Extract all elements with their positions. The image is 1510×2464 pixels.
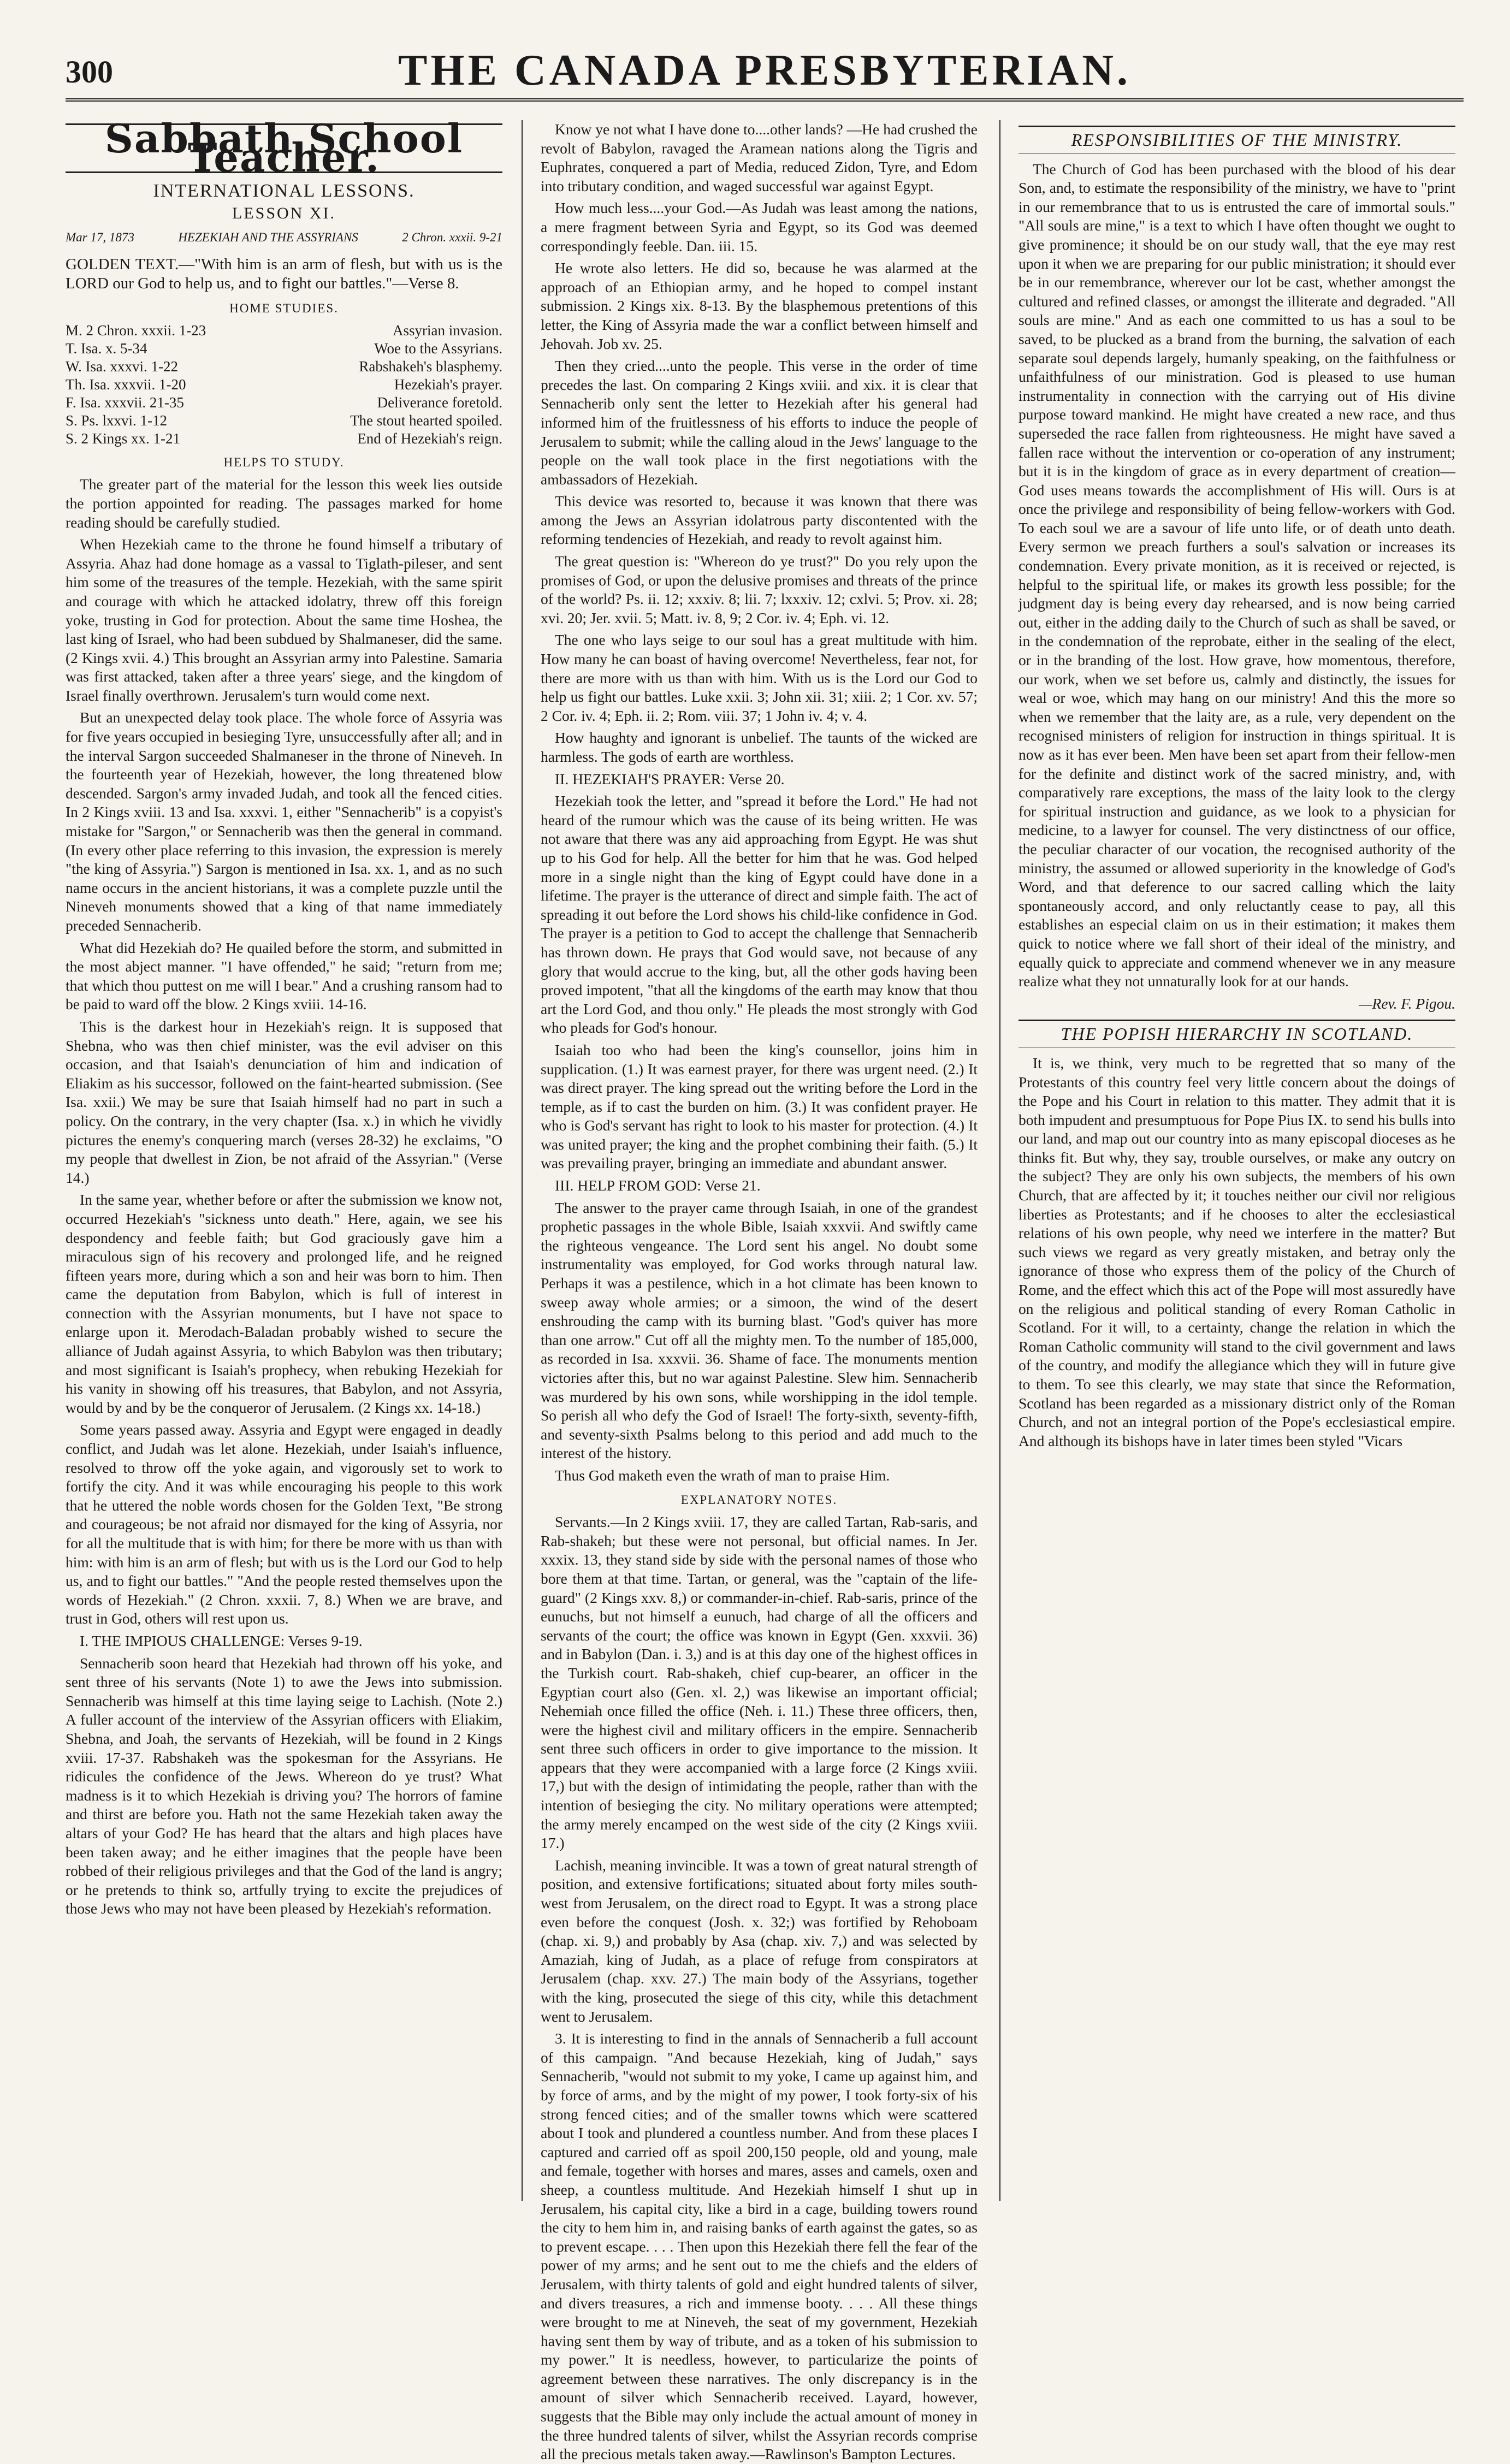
home-study-item <box>66 412 502 430</box>
paragraph: But an unexpected delay took place. The whole force of Assyria was for five years occupied in besieging Tyre, unsuccessfully after all; and in the interval Sargon succeeded Shalmaneser in the throne of Nineveh. In the fourteenth year of Hezekiah, however, the long threatened blow descended. Sargon's army invaded Judah, and took all the fenced cities. In 2 Kings xviii. 13 and Isa. xxxvi. 1, either "Sennacherib" is a copyist's mistake for "Sargon," or Sennacherib was then the general in command. (In every other place referring to this invasion, the expression is merely "the king of Assyria.") Sargon is mentioned in Isa. xx. 1, and as no such name occurs in the ancient historians, it was a complete puzzle until the Nineveh monuments showed that a king of that name immediately preceded Sennacherib. <box>66 709 502 934</box>
column-3 <box>1018 120 1455 2201</box>
golden-text: GOLDEN TEXT.—"With him is an arm of flesh, but with us is the LORD our God to help us, and to fight our battles."—Verse 8. <box>66 255 502 292</box>
paragraph: The great question is: "Whereon do ye trust?" Do you rely upon the promises of God, or upon the delusive promises and threats of the prince of the world? Ps. ii. 12; xxxiv. 8; lii. 7; lxxxiv. 12; cxlvi. 5; Prov. xi. 28; xvi. 20; Jer. xvii. 5; Matt. iv. 8, 9; 2 Cor. iv. 4; Eph. vi. 12. <box>541 553 978 626</box>
lesson-date: Mar 17, 1873 <box>66 230 134 245</box>
paragraph: Know ye not what I have done to....other lands? —He had crushed the revolt of Babylon, ravaged the Aramean nations along the Tigris and Euphrates, conquered a part of Media, reduced Zidon, Tyre, and Edom into tributary condition, and waged successful war against Egypt. <box>541 121 978 194</box>
home-studies-label: HOME STUDIES. <box>229 301 339 316</box>
column-1-body <box>66 475 502 1918</box>
home-study-item <box>66 340 502 358</box>
paragraph: I. THE IMPIOUS CHALLENGE: Verses 9-19. <box>80 1632 363 1649</box>
column-rule <box>522 120 523 2201</box>
column-2 <box>541 120 978 2463</box>
paragraph: This is the darkest hour in Hezekiah's reign. It is supposed that Shebna, who was then chief minister, was the evil adviser on this occasion, and that Isaiah's denunciation of him and indication of Eliakim as his successor, followed on the faint-hearted submission. (See Isa. xxii.) We may be sure that Isaiah himself had no part in such a policy. On the contrary, in the very chapter (Isa. x.) in which he vividly pictures the enemy's conquering march (verses 28-32) he exclaims, "O my people that dwellest in Zion, be not afraid of the Assyrian." (Verse 14.) <box>66 1017 502 1186</box>
lesson-number: LESSON XI. <box>232 204 336 222</box>
page-number: 300 <box>66 54 113 90</box>
article-signature: —Rev. F. Pigou. <box>1359 994 1455 1012</box>
paragraph: In the same year, whether before or after the submission we know not, occurred Hezekiah's "sickness unto death." Here, again, we see his despondency and feeble faith; but God graciously gave him a miraculous sign of his recovery and prolonged life, and he reigned fifteen years more, during which a son and heir was born to him. Then came the deputation from Babylon, which is full of interest in connection with the Assyrian monuments, but I have not space to enlarge upon it. Merodach-Baladan probably wished to secure the alliance of Judah against Assyria, to which Babylon was then tributary; and most significant is Isaiah's prophecy, when rebuking Hezekiah for his vanity in showing off his treasures, that Babylon, and not Assyria, would by and by be the conqueror of Jerusalem. (2 Kings xx. 14-18.) <box>66 1191 502 1416</box>
column-2-body <box>541 120 978 1485</box>
note-paragraph: Servants.—In 2 Kings xviii. 17, they are called Tartan, Rab-saris, and Rab-shakeh; but these were not personal, but official names. In Jer. xxxix. 13, they stand side by side with the personal names of those who bore them at that time. Tartan, or general, was the "captain of the life-guard" (2 Kings xxv. 8,) or commander-in-chief. Rab-saris, prince of the eunuchs, but not himself a eunuch, had charge of all the officers and servants of the court; the office was known in Egypt (Gen. xxxvii. 36) and in Babylon (Dan. i. 3,) and is at this day one of the highest offices in the Turkish court. Rab-shakeh, chief cup-bearer, an officer in the Egyptian court also (Gen. xl. 2,) was likewise an important official; Nehemiah once filled the office (Neh. i. 11.) These three officers, then, were the highest civil and military officers in the empire. Sennacherib sent three such officers in order to give importance to the mission. It appears that they were accompanied with a large force (2 Kings xviii. 17,) but with the design of intimidating the people, rather than with the intention of besieging the city. No military operations were attempted; the army merely encamped on the west side of the city (2 Kings xviii. 17.) <box>541 1513 978 1852</box>
column-1 <box>66 115 502 2201</box>
paragraph: How haughty and ignorant is unbelief. The taunts of the wicked are harmless. The gods of earth are worthless. <box>541 729 978 765</box>
section-title: Sabbath School Teacher. <box>66 123 502 173</box>
home-study-topic: Deliverance foretold. <box>377 394 502 411</box>
paragraph: Then they cried....unto the people. This verse in the order of time precedes the last. On comparing 2 Kings xviii. and xix. it is clear that Sennacherib only sent the letter to Hezekiah after his general had informed him of the fruitlessness of his efforts to induce the people of Jerusalem to submit; while the calling aloud in the Jews' language to the people on the wall took place in the first negotiations with the ambassadors of Hezekiah. <box>541 357 978 488</box>
journal-title: THE CANADA PRESBYTERIAN. <box>398 46 1131 94</box>
paragraph: Some years passed away. Assyria and Egypt were engaged in deadly conflict, and Judah was let alone. Hezekiah, under Isaiah's influence, resolved to throw off the yoke again, and vigorously set to work to fortify the city. And it was while encouraging his people to this work that he uttered the noble words chosen for the Golden Text, "Be strong and courageous; be not afraid nor dismayed for the king of Assyria, nor for all the multitude that is with him; for there be more with us than with him: with him is an arm of flesh; but with us is the Lord our God to help us, and to fight our battles." "And the people rested themselves upon the words of Hezekiah." (2 Chron. xxxii. 7, 8.) When we are brave, and trust in God, others will rest upon us. <box>66 1421 502 1627</box>
home-study-day-ref: M. 2 Chron. xxxii. 1-23 <box>66 322 206 339</box>
home-study-item <box>66 322 502 340</box>
paragraph: When Hezekiah came to the throne he found himself a tributary of Assyria. Ahaz had done homage as a vassal to Tiglath-pileser, and sent him some of the treasures of the temple. Hezekiah, with the same spirit and courage with which he attacked idolatry, threw off this foreign yoke, trusting in God for protection. About the same time Hoshea, the last king of Israel, who had been subdued by Shalmaneser, did the same. (2 Kings xvii. 4.) This brought an Assyrian army into Palestine. Samaria was first attacked, taken after a three years' siege, and the kingdom of Israel finally overthrown. Jerusalem's turn would come next. <box>66 536 502 704</box>
home-study-topic: Woe to the Assyrians. <box>374 340 502 357</box>
helps-label: HELPS TO STUDY. <box>223 455 345 469</box>
columns <box>66 115 1464 2463</box>
paragraph: II. HEZEKIAH'S PRAYER: Verse 20. <box>555 770 785 787</box>
lesson-title: HEZEKIAH AND THE ASSYRIANS <box>178 230 358 245</box>
section-subtitle: INTERNATIONAL LESSONS. <box>153 181 415 202</box>
note-paragraph: Lachish, meaning invincible. It was a town of great natural strength of position, and extensive fortifications; situated about forty miles south-west from Jerusalem, on the direct road to Egypt. It was a strong place even before the conquest (Josh. x. 32;) was fortified by Rehoboam (chap. xi. 9,) and probably by Asa (chap. xiv. 7,) and was selected by Amaziah, king of Judah, as a place of refuge from conspirators at Jerusalem (chap. xxv. 27.) The main body of the Assyrians, together with the king, prosecuted the siege of this city, while this detachment went to Jerusalem. <box>541 1856 978 2025</box>
paragraph: He wrote also letters. He did so, because he was alarmed at the approach of an Ethiopian army, and he hoped to compel instant submission. 2 Kings xix. 8-13. By the blasphemous pretentions of this letter, the King of Assyria made the war a conflict between himself and Jehovah. Job xv. 25. <box>541 259 978 352</box>
home-study-item <box>66 358 502 376</box>
home-study-item <box>66 394 502 412</box>
paragraph: This device was resorted to, because it was known that there was among the Jews an Assyrian idolatrous party discontented with the reforming tendencies of Hezekiah, and ready to revolt against him. <box>541 493 978 548</box>
article-title: RESPONSIBILITIES OF THE MINISTRY. <box>1018 126 1455 153</box>
column-rule <box>999 120 1000 2201</box>
home-study-day-ref: W. Isa. xxxvi. 1-22 <box>66 358 178 375</box>
paragraph: Hezekiah took the letter, and "spread it before the Lord." He had not heard of the rumour which was the cause of its being written. He was not aware that there was any aid approaching from Egypt. He was shut up to his God for help. All the better for him that he was. God helped more in a single night than the king of Egypt could have done in a lifetime. The prayer is the utterance of direct and simple faith. The act of spreading it out before the Lord shows his child-like confidence in God. The prayer is a petition to God to accept the challenge that Sennacherib has thrown down. He prays that God would save, not because of any glory that would accrue to the king, but, all the other gods having been proved impotent, "that all the kingdoms of the earth may know that thou art the Lord God, and thou only." He pleads the most strongly with God who pleads for God's honour. <box>541 792 978 1036</box>
paragraph: How much less....your God.—As Judah was least among the nations, a mere fragment between Syria and Egypt, so its God was deemed correspondingly feeble. Dan. iii. 15. <box>541 199 978 254</box>
home-study-item <box>66 376 502 394</box>
article-title: THE POPISH HIERARCHY IN SCOTLAND. <box>1018 1020 1455 1047</box>
explanatory-notes <box>541 1513 978 2464</box>
paragraph: The one who lays seige to our soul has a great multitude with him. How many he can boast of having overcome! Nevertheless, fear not, for there are more with us than with him. With us is the Lord our God to help us fight our battles. Luke xxii. 3; John xii. 31; xiii. 2; 1 Cor. xv. 57; 2 Cor. iv. 4; Eph. ii. 2; Rom. viii. 37; 1 John iv. 4; v. 4. <box>541 631 978 724</box>
home-study-topic: Hezekiah's prayer. <box>394 376 502 393</box>
lesson-reference: 2 Chron. xxxii. 9-21 <box>402 230 502 245</box>
explanatory-notes-label: EXPLANATORY NOTES. <box>680 1492 838 1507</box>
paragraph: It is, we think, very much to be regretted that so many of the Protestants of this country feel very little concern about the doings of the Pope and his Court in relation to this matter. They admit that it is both impudent and presumptuous for Pope Pius IX. to send his bulls into our land, and map out our country into as many episcopal dioceses as he thinks fit. But why, they say, trouble ourselves, or make any outcry on the subject? They are only his own subjects, the members of his own Church, that are affected by it; it touches neither our civil nor religious liberties as Protestants; and if he chooses to alter the ecclesiastical relations of his own people, why need we interfere in the matter? But such views we regard as very greatly mistaken, and betray only the ignorance of those who express them of the policy of the Church of Rome, and the effect which this act of the Pope will most assuredly have on the religious and political standing of every Roman Catholic in Scotland. For it will, to a certainty, change the relation in which the Roman Catholic community will stand to the civil government and laws of the country, and modify the allegiance which they will in future give to them. To see this clearly, we may state that since the Reformation, Scotland has been regarded as a missionary district only of the Roman Church, and not an integral portion of the Pope's ecclesiastical empire. And although its bishops have in later times been styled "Vicars <box>1018 1054 1455 1449</box>
note-paragraph: 3. It is interesting to find in the annals of Sennacherib a full account of this campaign. "And because Hezekiah, king of Judah," says Sennacherib, "would not submit to my yoke, I came up against him, and by force of arms, and by the might of my power, I took forty-six of his strong fenced cities; and of the smaller towns which were scattered about I took and plundered a countless number. And from these places I captured and carried off as spoil 200,150 people, old and young, male and female, together with horses and mares, asses and camels, oxen and sheep, a countless multitude. And Hezekiah himself I shut up in Jerusalem, his capital city, like a bird in a cage, building towers round the city to hem him in, and raising banks of earth against the gates, so as to prevent escape. . . . Then upon this Hezekiah there fell the fear of the power of my arms; and he sent out to me the chiefs and the elders of Jerusalem, with thirty talents of gold and eight hundred talents of silver, and divers treasures, a rich and immense booty. . . . All these things were brought to me at Nineveh, the seat of my government, Hezekiah having sent them by way of tribute, and as a token of his submission to my power." It is needless, however, to particularize the points of agreement between these narratives. The only discrepancy is in the amount of silver which Sennacherib received. Layard, however, suggests that the Bible may only include the actual amount of money in the three hundred talents of silver, whilst the Assyrian records comprise all the precious metals taken away.—Rawlinson's Bampton Lectures. <box>541 2030 978 2463</box>
newspaper-page <box>66 38 1464 2463</box>
paragraph: The Church of God has been purchased with the blood of his dear Son, and, to estimate the responsibility of the ministry, we have to "print in our remembrance that to us is entrusted the care of immortal souls." "All souls are mine," is a text to which I have often thought we ought to give prominence; it should be on our study wall, that the eye may rest upon it when we are preparing for our public ministration; it should ever be in our remembrance, wherever our lot be cast, whether amongst the cultured and refined classes, or amongst the illiterate and degraded. "All souls are mine." And as each one committed to us has a soul to be saved, to be plucked as a brand from the burning, the salvation of each separate soul depends largely, humanly speaking, on the faithfulness or unfaithfulness of our ministration. God is pleased to use human instrumentality in connection with the carrying out of His divine purpose toward mankind. He might have created a new race, and thus superseded the race fallen from righteousness. He might have saved a fallen race without the intervention or co-operation of any instrument; but it is in the kingdom of grace as in every department of creation—God uses means towards the accomplishment of His will. Ours is at once the privilege and responsibility of being fellow-workers with God. To each soul we are a savour of life unto life, or of death unto death. Every sermon we preach furthers a soul's salvation or increases its condemnation. Every private monition, as it is received or rejected, is helpful to the spiritual life, or makes its growth less possible; for the judgment day is being every day rehearsed, and is now being carried out, either in the adding daily to the Church of such as shall be saved, or in the condemnation of the reprobate, either in the sealing of the elect, or in the branding of the lost. How grave, how momentous, therefore, our work, when we set before us, calmly and distinctly, the issues for weal or woe, which may hang on our ministry! And this the more so when we remember that the laity are, as a rule, very dependent on the recognised ministers of religion for instruction in things spiritual. It is now as it has ever been. Men have been set apart from their fellow-men for the definite and distinct work of the sacred ministry, and, with comparatively rare exceptions, the mass of the laity look to the clergy for spiritual instruction and guidance, as we look to a physician for medicine, to a lawyer for counsel. The very distinctness of our office, the peculiar character of our vocation, the recognised authority of the ministry, the assumed or allowed superiority in the knowledge of God's Word, and that deference to our sacred calling which the laity spontaneously accord, and only reluctantly cease to pay, all this establishes an especial claim on us in their estimation; it makes them quick to notice where we fall short of their ideal of the ministry, and equally quick to appreciate and commend whenever we in any measure realize what they not unnaturally look for at our hands. <box>1018 160 1455 990</box>
home-study-day-ref: F. Isa. xxxvii. 21-35 <box>66 394 184 411</box>
home-study-day-ref: Th. Isa. xxxvii. 1-20 <box>66 376 186 393</box>
home-studies-list <box>66 322 502 448</box>
home-study-day-ref: S. 2 Kings xx. 1-21 <box>66 430 181 447</box>
paragraph: The answer to the prayer came through Isaiah, in one of the grandest prophetic passages in the whole Bible, Isaiah xxxvii. And swiftly came the righteous vengeance. The Lord sent his angel. No doubt some instrumentality was employed, for God works through natural law. Perhaps it was a pestilence, which in a hot climate has been known to sweep away whole armies; or a simoon, the wind of the desert enshrouding the camp with its burning blast. "God's quiver has more than one arrow." Cut off all the mighty men. To the number of 185,000, as recorded in Isa. xxxvii. 36. Shame of face. The monuments mention victories after this, but no war against Palestine. Slew him. Sennacherib was murdered by his own sons, while worshipping in the idol temple. So perish all who defy the God of Israel! The forty-sixth, seventy-fifth, and seventy-sixth Psalms belong to this period and add much to the interest of the history. <box>541 1199 978 1462</box>
paragraph: III. HELP FROM GOD: Verse 21. <box>555 1177 761 1194</box>
home-study-topic: The stout hearted spoiled. <box>350 412 502 429</box>
paragraph: Sennacherib soon heard that Hezekiah had thrown off his yoke, and sent three of his servants (Note 1) to awe the Jews into submission. Sennacherib was himself at this time laying seige to Lachish. (Note 2.) A fuller account of the interview of the Assyrian officers with Eliakim, Shebna, and Joah, the servants of Hezekiah, will be found in 2 Kings xviii. 17-37. Rabshakeh was the spokesman for the Assyrians. He ridicules the confidence of the Jews. Whereon do ye trust? What madness is it to which Hezekiah is driving you? The horrors of famine and thirst are before you. Hath not the same Hezekiah taken away the altars of your God? He has heard that the altars and high places have been taken away; and he either imagines that the people have been robbed of their religious privileges and that the God of the land is angry; or he pretends to think so, artfully trying to excite the prejudices of those Jews who may not have been pleased by Hezekiah's reformation. <box>66 1654 502 1917</box>
masthead <box>66 38 1464 102</box>
lesson-header <box>66 228 502 247</box>
paragraph: Thus God maketh even the wrath of man to praise Him. <box>555 1466 890 1484</box>
home-study-topic: Assyrian invasion. <box>393 322 502 339</box>
home-study-item <box>66 430 502 448</box>
home-study-topic: End of Hezekiah's reign. <box>357 430 502 447</box>
paragraph: The greater part of the material for the lesson this week lies outside the portion appointed for reading. The passages marked for home reading should be carefully studied. <box>66 476 502 531</box>
paragraph: Isaiah too who had been the king's counsellor, joins him in supplication. (1.) It was earnest prayer, for there was urgent need. (2.) It was direct prayer. The king spread out the writing before the Lord in the temple, as if to cast the burden on him. (3.) It was confident prayer. He who is God's servant has right to look to his master for protection. (4.) It was united prayer; the king and the prophet combining their faith. (5.) It was prevailing prayer, bringing an immediate and abundant answer. <box>541 1041 978 1172</box>
home-study-day-ref: S. Ps. lxxvi. 1-12 <box>66 412 168 429</box>
home-study-day-ref: T. Isa. x. 5-34 <box>66 340 147 357</box>
paragraph: What did Hezekiah do? He quailed before the storm, and submitted in the most abject manner. "I have offended," he said; "return from me; that which thou puttest on me will I bear." And a crushing ransom had to be paid to ward off the blow. 2 Kings xviii. 14-16. <box>66 939 502 1013</box>
home-study-topic: Rabshakeh's blasphemy. <box>359 358 502 375</box>
